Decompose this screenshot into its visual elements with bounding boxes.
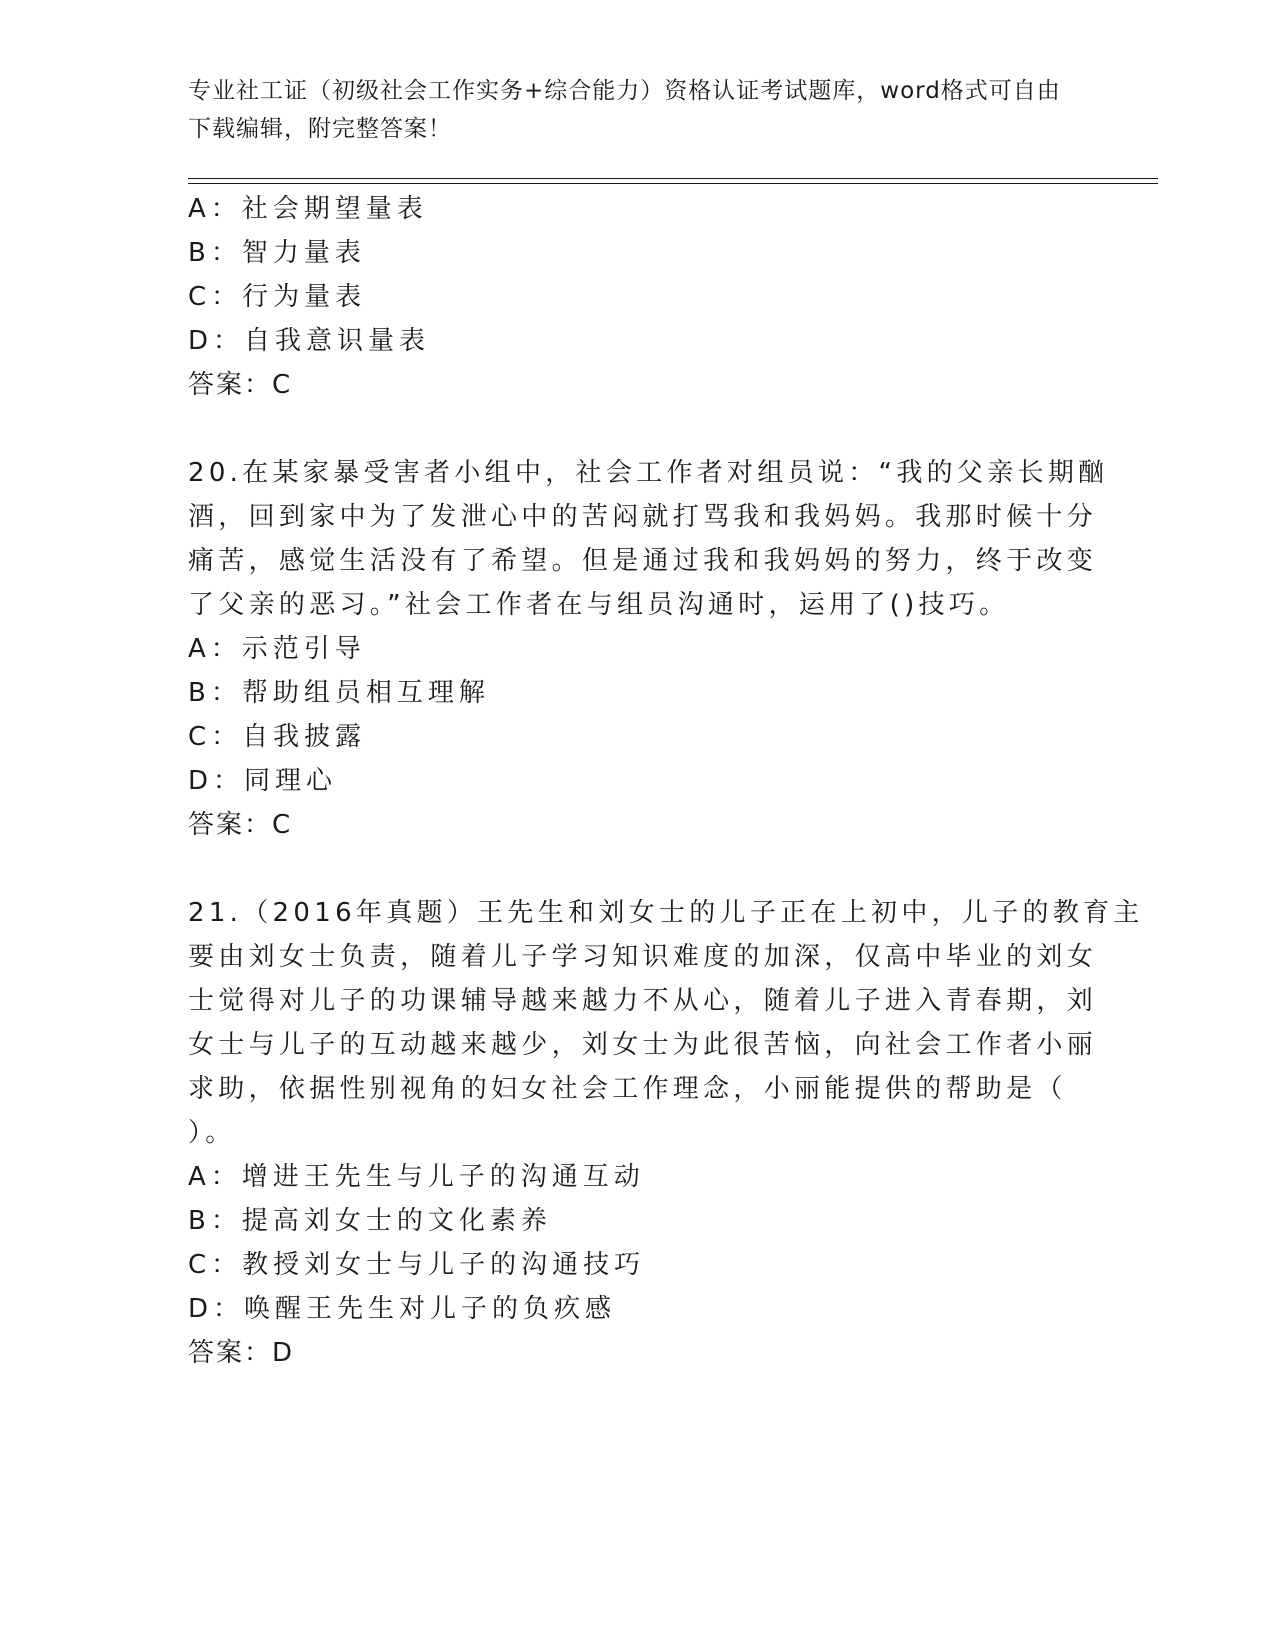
q20-option-b: B：帮助组员相互理解 [188, 678, 490, 708]
q19-option-b: B：智力量表 [188, 238, 366, 268]
q21-option-a: A：增进王先生与儿子的沟通互动 [188, 1162, 645, 1192]
q20-option-a: A：示范引导 [188, 634, 366, 664]
header-line-1: 专业社工证（初级社会工作实务+综合能力）资格认证考试题库，word格式可自由 [188, 78, 1061, 104]
q20-stem-line-3: 痛苦，感觉生活没有了希望。但是通过我和我妈妈的努力，终于改变 [188, 546, 1098, 576]
header-line-2: 下载编辑，附完整答案！ [188, 116, 452, 142]
q19-option-a: A：社会期望量表 [188, 194, 428, 224]
q21-answer: 答案：D [188, 1338, 295, 1368]
q21-stem-line-2: 要由刘女士负责，随着儿子学习知识难度的加深，仅高中毕业的刘女 [188, 942, 1098, 972]
q19-option-c: C：行为量表 [188, 282, 367, 312]
q20-option-d: D：同理心 [188, 766, 338, 796]
q21-stem-line-3: 士觉得对儿子的功课辅导越来越力不从心，随着儿子进入青春期，刘 [188, 986, 1098, 1016]
header-divider-top [188, 178, 1158, 179]
q21-stem-line-6: ）。 [188, 1118, 236, 1148]
q21-stem-line-4: 女士与儿子的互动越来越少，刘女士为此很苦恼，向社会工作者小丽 [188, 1030, 1098, 1060]
q20-stem-line-4: 了父亲的恶习。”社会工作者在与组员沟通时，运用了()技巧。 [188, 590, 1010, 620]
q19-option-d: D：自我意识量表 [188, 326, 431, 356]
q21-option-c: C：教授刘女士与儿子的沟通技巧 [188, 1250, 646, 1280]
q21-stem-line-5: 求助，依据性别视角的妇女社会工作理念，小丽能提供的帮助是（ [188, 1074, 1067, 1104]
document-header [188, 72, 1088, 148]
q21-option-b: B：提高刘女士的文化素养 [188, 1206, 552, 1236]
q20-option-c: C：自我披露 [188, 722, 367, 752]
header-divider-bottom [188, 183, 1158, 184]
q21-option-d: D：唤醒王先生对儿子的负疚感 [188, 1294, 617, 1324]
q19-answer: 答案：C [188, 370, 293, 400]
q20-stem-line-1: 20.在某家暴受害者小组中，社会工作者对组员说：“我的父亲长期酗 [188, 458, 1109, 488]
q20-answer: 答案：C [188, 810, 293, 840]
q20-stem-line-2: 酒，回到家中为了发泄心中的苦闷就打骂我和我妈妈。我那时候十分 [188, 502, 1098, 532]
q21-stem-line-1: 21.（2016年真题）王先生和刘女士的儿子正在上初中，儿子的教育主 [188, 898, 1144, 928]
